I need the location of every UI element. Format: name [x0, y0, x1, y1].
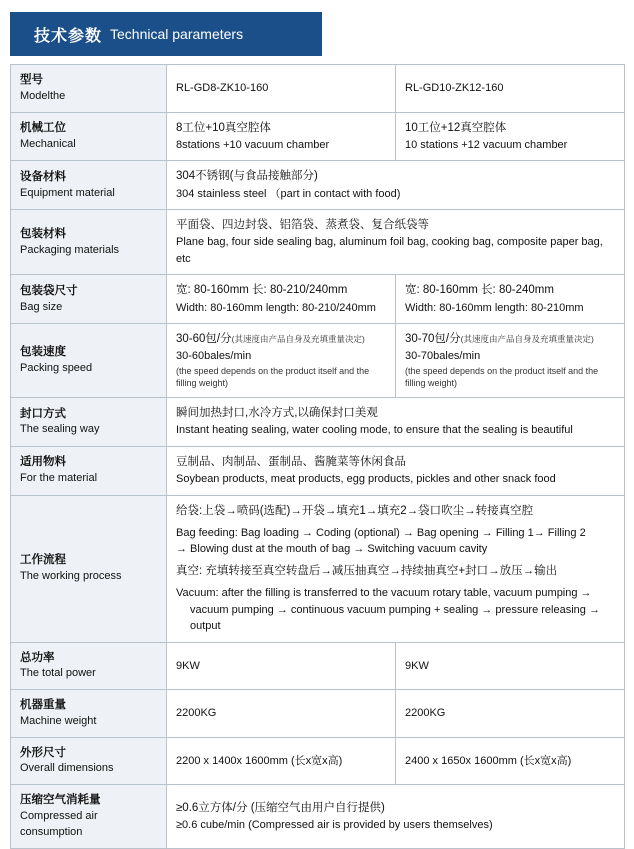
- table-row: [11, 161, 625, 210]
- row-value-b: 2200KG: [396, 690, 625, 738]
- row-label-cn: 机器重量: [20, 699, 66, 712]
- row-label-machine-weight: [11, 690, 167, 738]
- row-label-cn: 压缩空气消耗量: [20, 794, 101, 807]
- row-label-overall-dimensions: [11, 737, 167, 785]
- speed-note-en-a: (the speed depends on the product itself and the filling weight): [176, 365, 370, 389]
- row-label-en: The sealing way: [20, 423, 100, 436]
- row-value-span: 平面袋、四边封袋、铝箔袋、蒸煮袋、复合纸袋等 Plane bag, four side sealing bag, aluminum foil bag, cooking bag, composite paper bag, etc: [167, 210, 625, 275]
- speed-note-en-b: (the speed depends on the product itself and the filling weight): [405, 365, 599, 389]
- row-label-en: For the material: [20, 472, 98, 485]
- row-label-mechanical: [11, 112, 167, 161]
- speed-note-cn-a: (其速度由产品自身及充填重量决定): [231, 334, 365, 345]
- table-row: [11, 65, 625, 113]
- row-label-en: Packaging materials: [20, 243, 120, 256]
- row-label-en: Bag size: [20, 300, 63, 313]
- table-row: [11, 210, 625, 275]
- row-label-cn: 设备材料: [20, 170, 66, 183]
- table-row: [11, 324, 625, 398]
- technical-parameters-table: [10, 64, 625, 849]
- header-title-cn: 技术参数: [34, 27, 103, 45]
- row-label-en: The total power: [20, 667, 96, 680]
- row-label-cn: 工作流程: [20, 554, 66, 567]
- table-row: [11, 737, 625, 785]
- row-label-cn: 总功率: [20, 651, 55, 664]
- row-label-cn: 包装速度: [20, 346, 66, 359]
- row-value-b: 10工位+12真空腔体 10 stations +12 vacuum chamber: [396, 112, 625, 161]
- row-value-span: 304不锈钢(与食品接触部分) 304 stainless steel （part in contact with food): [167, 161, 625, 210]
- row-value-a: 30-60包/分(其速度由产品自身及充填重量决定) 30-60bales/min (the speed depends on the product itself and the filling weight): [167, 324, 396, 398]
- row-value-b: 2400 x 1650x 1600mm (长x宽x高): [396, 737, 625, 785]
- row-label-en: Modelthe: [20, 89, 66, 102]
- row-value-span: ≥0.6立方体/分 (压缩空气由用户自行提供) ≥0.6 cube/min (Compressed air is provided by users themselves): [167, 785, 625, 849]
- header-banner: [10, 12, 322, 56]
- row-value-a: 9KW: [167, 642, 396, 690]
- row-label-cn: 封口方式: [20, 407, 66, 420]
- row-label-packing-speed: [11, 324, 167, 398]
- speed-value-a: 30-60包/分: [176, 333, 232, 346]
- row-value-span: 豆制品、肉制品、蛋制品、酱腌菜等休闲食品 Soybean products, meat products, egg products, pickles and other snack food: [167, 446, 625, 495]
- row-label-sealing-way: [11, 398, 167, 447]
- row-value-b: 30-70包/分(其速度由产品自身及充填重量决定) 30-70bales/min (the speed depends on the product itself and the filling weight): [396, 324, 625, 398]
- table-row: [11, 275, 625, 324]
- row-label-cn: 包装袋尺寸: [20, 284, 78, 297]
- row-value-a: 2200 x 1400x 1600mm (长x宽x高): [167, 737, 396, 785]
- row-label-working-process: [11, 495, 167, 642]
- row-label-for-material: [11, 446, 167, 495]
- row-label-packaging-materials: [11, 210, 167, 275]
- row-label-cn: 机械工位: [20, 122, 66, 135]
- row-value-a: RL-GD8-ZK10-160: [167, 65, 396, 113]
- row-value-a: 8工位+10真空腔体 8stations +10 vacuum chamber: [167, 112, 396, 161]
- row-value-b: 宽: 80-160mm 长: 80-240mm Width: 80-160mm length: 80-210mm: [396, 275, 625, 324]
- row-label-model: [11, 65, 167, 113]
- speed-value-b: 30-70包/分: [405, 333, 461, 346]
- row-label-equipment-material: [11, 161, 167, 210]
- row-label-cn: 适用物料: [20, 456, 66, 469]
- row-value-b: 9KW: [396, 642, 625, 690]
- row-value-b: RL-GD10-ZK12-160: [396, 65, 625, 113]
- row-label-en: Compressed air consumption: [20, 810, 98, 838]
- table-row: [11, 446, 625, 495]
- table-row: [11, 642, 625, 690]
- row-label-en: Equipment material: [20, 186, 115, 199]
- table-row: [11, 690, 625, 738]
- row-label-en: Mechanical: [20, 137, 76, 150]
- row-label-en: Machine weight: [20, 714, 97, 727]
- table-row: [11, 495, 625, 642]
- table-row: [11, 398, 625, 447]
- row-value-a: 宽: 80-160mm 长: 80-210/240mm Width: 80-160mm length: 80-210/240mm: [167, 275, 396, 324]
- table-row: [11, 112, 625, 161]
- row-label-en: Overall dimensions: [20, 762, 114, 775]
- row-label-en: Packing speed: [20, 361, 93, 374]
- row-label-bag-size: [11, 275, 167, 324]
- header-title-en: Technical parameters: [110, 26, 244, 42]
- row-value-a: 2200KG: [167, 690, 396, 738]
- table-row: [11, 785, 625, 849]
- row-label-cn: 包装材料: [20, 227, 66, 240]
- row-label-total-power: [11, 642, 167, 690]
- row-value-span: 给袋:上袋→喷码(选配)→开袋→填充1→填充2→袋口吹尘→转接真空腔 Bag feeding: Bag loading → Coding (optional) → Bag opening → Filling 1→ Filling 2 → Blowing dust at the mouth of bag → Switching vacuum cavity 真空: 充填转接至真空转盘后→减压抽真空→持续抽真空+封口→放压→输出 Vacuum: after the filling is transferred to the vacuum rotary table, vacuum pumping → vacuum pumping → continuous vacuum pumping + sealing → pressure releasing → output: [167, 495, 625, 642]
- speed-note-cn-b: (其速度由产品自身及充填重量决定): [460, 334, 594, 345]
- row-label-en: The working process: [20, 569, 122, 582]
- row-label-cn: 型号: [20, 74, 43, 86]
- row-label-compressed-air: [11, 785, 167, 849]
- row-label-cn: 外形尺寸: [20, 746, 66, 759]
- row-value-span: 瞬间加热封口,水冷方式,以确保封口美观 Instant heating sealing, water cooling mode, to ensure that the sealing is beautiful: [167, 398, 625, 447]
